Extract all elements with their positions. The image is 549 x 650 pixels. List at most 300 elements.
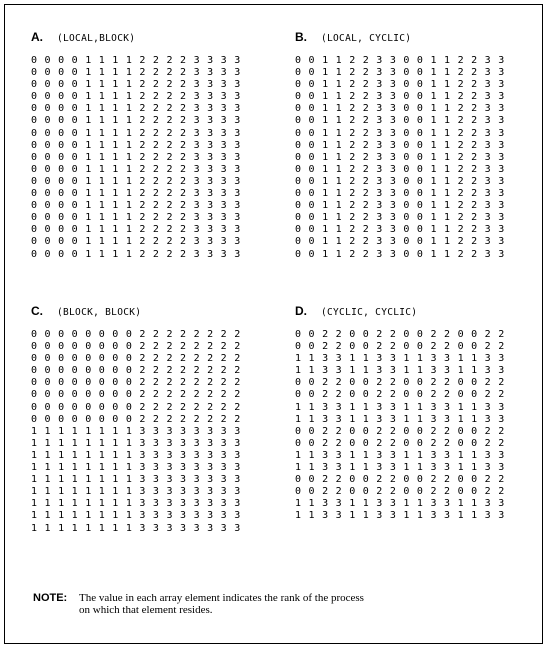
- array-cell: 3: [180, 498, 187, 510]
- array-cell: 1: [416, 365, 423, 377]
- array-cell: 2: [180, 163, 187, 175]
- array-cell: 2: [457, 55, 464, 66]
- array-cell: 1: [430, 91, 437, 103]
- array-cell: 3: [376, 115, 383, 127]
- array-cell: 1: [335, 55, 342, 66]
- array-cell: 0: [295, 437, 302, 449]
- array-cell: 0: [362, 437, 369, 449]
- array-cell: 2: [139, 139, 146, 151]
- array-cell: 3: [152, 437, 159, 449]
- array-cell: 2: [166, 353, 173, 365]
- array-cell: 0: [71, 329, 78, 340]
- array-cell: 0: [44, 389, 51, 401]
- array-cell: 1: [430, 127, 437, 139]
- array-cell: 2: [322, 329, 329, 340]
- array-cell: 3: [207, 236, 214, 248]
- array-cell: 0: [31, 413, 38, 425]
- array-cell: 0: [125, 365, 132, 377]
- array-cell: 2: [139, 175, 146, 187]
- array-cell: 0: [308, 79, 315, 91]
- array-cell: 1: [295, 510, 302, 522]
- array-cell: 0: [416, 377, 423, 389]
- array-cell: 3: [389, 200, 396, 212]
- array-cell: 3: [376, 139, 383, 151]
- array-cell: 3: [335, 498, 342, 510]
- array-cell: 2: [166, 67, 173, 79]
- array-cell: 1: [362, 462, 369, 474]
- array-row: [295, 438, 535, 450]
- array-cell: 3: [207, 188, 214, 200]
- array-cell: 3: [376, 248, 383, 260]
- array-cell: 3: [498, 79, 505, 91]
- array-cell: 3: [193, 175, 200, 187]
- array-cell: 0: [457, 425, 464, 437]
- array-cell: 1: [44, 425, 51, 437]
- array-row: [295, 474, 535, 486]
- array-cell: 3: [166, 437, 173, 449]
- array-cell: 3: [152, 510, 159, 522]
- array-cell: 3: [484, 236, 491, 248]
- array-cell: 3: [376, 365, 383, 377]
- array-cell: 2: [180, 212, 187, 224]
- array-cell: 3: [430, 413, 437, 425]
- array-cell: 0: [403, 389, 410, 401]
- array-cell: 0: [58, 377, 65, 389]
- array-cell: 0: [416, 389, 423, 401]
- array-cell: 0: [416, 224, 423, 236]
- array-cell: 3: [207, 127, 214, 139]
- array-cell: 1: [112, 115, 119, 127]
- array-cell: 0: [112, 353, 119, 365]
- array-cell: 3: [484, 67, 491, 79]
- array-cell: 2: [180, 115, 187, 127]
- array-cell: 0: [58, 248, 65, 260]
- array-cell: 0: [31, 236, 38, 248]
- array-cell: 2: [166, 365, 173, 377]
- array-cell: 3: [376, 449, 383, 461]
- array-cell: 0: [58, 188, 65, 200]
- array-cell: 3: [322, 498, 329, 510]
- array-cell: 2: [471, 115, 478, 127]
- array-row: [31, 389, 271, 401]
- array-cell: 1: [125, 486, 132, 498]
- array-cell: 3: [220, 212, 227, 224]
- array-cell: 0: [403, 67, 410, 79]
- array-cell: 3: [389, 401, 396, 413]
- array-cell: 2: [349, 139, 356, 151]
- array-cell: 2: [376, 474, 383, 486]
- array-row: [31, 200, 271, 212]
- array-cell: 0: [416, 437, 423, 449]
- array-cell: 2: [471, 139, 478, 151]
- array-cell: 3: [484, 127, 491, 139]
- array-cell: 0: [44, 91, 51, 103]
- array-cell: 2: [166, 91, 173, 103]
- array-cell: 2: [166, 79, 173, 91]
- array-cell: 0: [308, 175, 315, 187]
- array-cell: 3: [139, 474, 146, 486]
- array-cell: 2: [471, 200, 478, 212]
- array-cell: 2: [349, 67, 356, 79]
- array-cell: 0: [416, 91, 423, 103]
- array-cell: 0: [308, 200, 315, 212]
- panel-title: [31, 304, 271, 320]
- array-cell: 3: [193, 163, 200, 175]
- array-cell: 0: [349, 474, 356, 486]
- array-cell: 2: [193, 413, 200, 425]
- array-cell: 0: [44, 329, 51, 340]
- array-cell: 1: [322, 248, 329, 260]
- array-cell: 0: [471, 377, 478, 389]
- array-row: [31, 152, 271, 164]
- array-cell: 3: [430, 498, 437, 510]
- array-cell: 3: [498, 510, 505, 522]
- array-cell: 3: [139, 449, 146, 461]
- array-cell: 0: [471, 437, 478, 449]
- array-cell: 1: [349, 498, 356, 510]
- array-cell: 2: [484, 486, 491, 498]
- array-cell: 0: [98, 377, 105, 389]
- array-cell: 0: [403, 115, 410, 127]
- array-cell: 1: [349, 449, 356, 461]
- array-cell: 1: [85, 91, 92, 103]
- array-cell: 3: [152, 474, 159, 486]
- array-cell: 1: [457, 449, 464, 461]
- array-cell: 3: [234, 151, 241, 163]
- array-cell: 1: [457, 462, 464, 474]
- array-cell: 2: [376, 377, 383, 389]
- array-cell: 3: [498, 55, 505, 66]
- array-cell: 2: [444, 437, 451, 449]
- array-cell: 3: [498, 188, 505, 200]
- array-cell: 1: [444, 103, 451, 115]
- array-cell: 2: [484, 389, 491, 401]
- array-cell: 2: [322, 389, 329, 401]
- array-cell: 3: [193, 200, 200, 212]
- array-cell: 3: [322, 449, 329, 461]
- array-cell: 1: [125, 437, 132, 449]
- array-cell: 2: [220, 341, 227, 353]
- array-cell: 1: [335, 151, 342, 163]
- array-cell: 0: [31, 341, 38, 353]
- array-cell: 0: [58, 413, 65, 425]
- array-cell: 1: [444, 91, 451, 103]
- array-cell: 2: [349, 224, 356, 236]
- panel-letter: A.: [31, 30, 43, 44]
- array-cell: 1: [98, 175, 105, 187]
- array-cell: 0: [349, 341, 356, 353]
- array-cell: 3: [389, 91, 396, 103]
- array-cell: 3: [389, 79, 396, 91]
- array-cell: 1: [322, 79, 329, 91]
- array-cell: 0: [112, 389, 119, 401]
- array-cell: 0: [44, 224, 51, 236]
- array-cell: 2: [471, 248, 478, 260]
- array-cell: 0: [295, 127, 302, 139]
- array-cell: 2: [444, 341, 451, 353]
- array-cell: 1: [125, 103, 132, 115]
- array-cell: 0: [125, 341, 132, 353]
- array-cell: 0: [58, 365, 65, 377]
- array-cell: 0: [98, 329, 105, 340]
- array-cell: 0: [71, 401, 78, 413]
- array-cell: 3: [376, 401, 383, 413]
- array-cell: 0: [403, 248, 410, 260]
- array-cell: 1: [430, 79, 437, 91]
- array-cell: 2: [152, 365, 159, 377]
- array-cell: 0: [403, 377, 410, 389]
- array-cell: 3: [207, 510, 214, 522]
- array-cell: 1: [362, 413, 369, 425]
- array-cell: 2: [484, 329, 491, 340]
- array-cell: 2: [484, 341, 491, 353]
- array-cell: 3: [389, 151, 396, 163]
- array-cell: 2: [457, 175, 464, 187]
- array-cell: 3: [220, 91, 227, 103]
- array-cell: 0: [308, 425, 315, 437]
- array-cell: 0: [471, 341, 478, 353]
- array-cell: 3: [430, 365, 437, 377]
- array-cell: 2: [322, 486, 329, 498]
- array-cell: 3: [180, 522, 187, 534]
- array-cell: 1: [98, 151, 105, 163]
- array-cell: 1: [98, 449, 105, 461]
- array-cell: 0: [85, 377, 92, 389]
- array-cell: 3: [193, 127, 200, 139]
- array-cell: 3: [207, 449, 214, 461]
- array-cell: 0: [71, 212, 78, 224]
- array-cell: 3: [207, 151, 214, 163]
- array-cell: 2: [335, 486, 342, 498]
- array-cell: 3: [193, 224, 200, 236]
- array-cell: 1: [125, 115, 132, 127]
- array-cell: 3: [484, 413, 491, 425]
- array-cell: 3: [234, 212, 241, 224]
- array-cell: 3: [376, 413, 383, 425]
- array-cell: 1: [112, 151, 119, 163]
- array-cell: 0: [416, 212, 423, 224]
- array-cell: 1: [471, 449, 478, 461]
- array-cell: 2: [376, 389, 383, 401]
- array-cell: 0: [457, 474, 464, 486]
- array-cell: 3: [498, 413, 505, 425]
- array-cell: 2: [389, 474, 396, 486]
- array-cell: 1: [98, 55, 105, 66]
- array-cell: 2: [376, 437, 383, 449]
- array-cell: 3: [193, 67, 200, 79]
- array-cell: 3: [484, 79, 491, 91]
- array-cell: 1: [31, 462, 38, 474]
- array-cell: 1: [85, 55, 92, 66]
- array-row: [31, 55, 271, 67]
- array-cell: 1: [308, 401, 315, 413]
- array-cell: 0: [58, 389, 65, 401]
- array-cell: 1: [85, 486, 92, 498]
- array-cell: 0: [362, 425, 369, 437]
- array-cell: 3: [389, 365, 396, 377]
- array-cell: 2: [152, 353, 159, 365]
- array-cell: 3: [220, 200, 227, 212]
- array-cell: 3: [207, 139, 214, 151]
- array-cell: 3: [498, 175, 505, 187]
- array-cell: 1: [98, 437, 105, 449]
- array-cell: 1: [444, 175, 451, 187]
- array-cell: 1: [349, 413, 356, 425]
- array-cell: 3: [498, 91, 505, 103]
- array-cell: 3: [139, 462, 146, 474]
- array-cell: 3: [444, 401, 451, 413]
- array-cell: 2: [457, 248, 464, 260]
- array-cell: 2: [166, 175, 173, 187]
- array-cell: 0: [31, 389, 38, 401]
- array-cell: 0: [85, 329, 92, 340]
- array-row: [31, 176, 271, 188]
- array-cell: 1: [295, 353, 302, 365]
- array-cell: 0: [98, 365, 105, 377]
- array-cell: 2: [457, 224, 464, 236]
- array-cell: 2: [484, 474, 491, 486]
- array-cell: 3: [166, 425, 173, 437]
- array-cell: 0: [31, 401, 38, 413]
- array-cell: 1: [335, 115, 342, 127]
- array-cell: 1: [430, 188, 437, 200]
- array-cell: 1: [71, 437, 78, 449]
- array-row: [295, 212, 535, 224]
- array-cell: 3: [498, 353, 505, 365]
- array-cell: 0: [308, 474, 315, 486]
- array-cell: 2: [430, 486, 437, 498]
- array-cell: 0: [98, 401, 105, 413]
- array-cell: 1: [71, 474, 78, 486]
- array-cell: 3: [207, 474, 214, 486]
- array-cell: 1: [444, 212, 451, 224]
- array-cell: 2: [139, 401, 146, 413]
- array-cell: 3: [376, 175, 383, 187]
- array-cell: 1: [430, 248, 437, 260]
- array-cell: 3: [193, 248, 200, 260]
- array-cell: 1: [112, 79, 119, 91]
- array-cell: 3: [193, 212, 200, 224]
- array-cell: 3: [234, 163, 241, 175]
- array-cell: 1: [71, 462, 78, 474]
- array-cell: 0: [416, 115, 423, 127]
- array-cell: 2: [376, 329, 383, 340]
- array-cell: 0: [457, 329, 464, 340]
- array-cell: 3: [207, 462, 214, 474]
- array-cell: 0: [31, 200, 38, 212]
- array-cell: 3: [234, 115, 241, 127]
- array-cell: 2: [180, 341, 187, 353]
- array-cell: 0: [71, 413, 78, 425]
- array-cell: 3: [376, 55, 383, 66]
- array-cell: 1: [125, 510, 132, 522]
- array-cell: 3: [322, 401, 329, 413]
- array-cell: 2: [498, 377, 505, 389]
- array-cell: 1: [295, 449, 302, 461]
- array-cell: 1: [444, 151, 451, 163]
- array-cell: 0: [308, 151, 315, 163]
- array-cell: 1: [125, 248, 132, 260]
- array-cell: 1: [322, 139, 329, 151]
- array-cell: 2: [322, 377, 329, 389]
- array-cell: 2: [166, 115, 173, 127]
- array-cell: 1: [430, 151, 437, 163]
- array-cell: 3: [152, 462, 159, 474]
- array-cell: 0: [112, 341, 119, 353]
- array-cell: 2: [457, 67, 464, 79]
- array-cell: 2: [389, 329, 396, 340]
- array-cell: 2: [152, 413, 159, 425]
- array-cell: 1: [85, 462, 92, 474]
- array-cell: 3: [389, 163, 396, 175]
- array-cell: 1: [44, 449, 51, 461]
- array-cell: 1: [71, 498, 78, 510]
- array-cell: 0: [44, 163, 51, 175]
- array-cell: 2: [193, 401, 200, 413]
- array-cell: 0: [125, 329, 132, 340]
- array-cell: 0: [44, 103, 51, 115]
- note-line-1: The value in each array element indicates the rank of the process: [79, 592, 364, 604]
- array-cell: 0: [471, 329, 478, 340]
- array-cell: 3: [389, 212, 396, 224]
- array-cell: 1: [44, 486, 51, 498]
- array-cell: 3: [376, 67, 383, 79]
- array-cell: 1: [444, 67, 451, 79]
- array-cell: 1: [125, 449, 132, 461]
- array-cell: 0: [44, 188, 51, 200]
- array-cell: 1: [98, 212, 105, 224]
- array-cell: 1: [85, 79, 92, 91]
- array-cell: 3: [498, 401, 505, 413]
- array-cell: 0: [71, 200, 78, 212]
- array-cell: 0: [71, 115, 78, 127]
- array-cell: 3: [335, 510, 342, 522]
- array-cell: 0: [44, 175, 51, 187]
- array-cell: 1: [471, 510, 478, 522]
- array-cell: 3: [376, 510, 383, 522]
- array-cell: 3: [498, 127, 505, 139]
- array-cell: 1: [322, 163, 329, 175]
- array-cell: 3: [139, 522, 146, 534]
- array-cell: 2: [139, 79, 146, 91]
- array-cell: 3: [444, 413, 451, 425]
- array-cell: 3: [220, 127, 227, 139]
- array-cell: 0: [31, 377, 38, 389]
- array-row: [295, 128, 535, 140]
- array-cell: 2: [322, 425, 329, 437]
- array-cell: 2: [349, 236, 356, 248]
- array-cell: 3: [139, 498, 146, 510]
- array-cell: 2: [362, 175, 369, 187]
- array-cell: 3: [376, 200, 383, 212]
- array-cell: 3: [376, 462, 383, 474]
- array-cell: 1: [112, 498, 119, 510]
- array-cell: 0: [416, 175, 423, 187]
- array-cell: 0: [403, 151, 410, 163]
- array-cell: 2: [349, 115, 356, 127]
- array-cell: 3: [234, 103, 241, 115]
- array-cell: 0: [295, 248, 302, 260]
- array-cell: 2: [457, 103, 464, 115]
- array-cell: 1: [322, 91, 329, 103]
- array-cell: 1: [403, 401, 410, 413]
- array-cell: 3: [389, 127, 396, 139]
- array-cell: 3: [376, 163, 383, 175]
- array-cell: 3: [484, 449, 491, 461]
- array-cell: 1: [85, 498, 92, 510]
- array-cell: 1: [335, 127, 342, 139]
- array-cell: 0: [416, 248, 423, 260]
